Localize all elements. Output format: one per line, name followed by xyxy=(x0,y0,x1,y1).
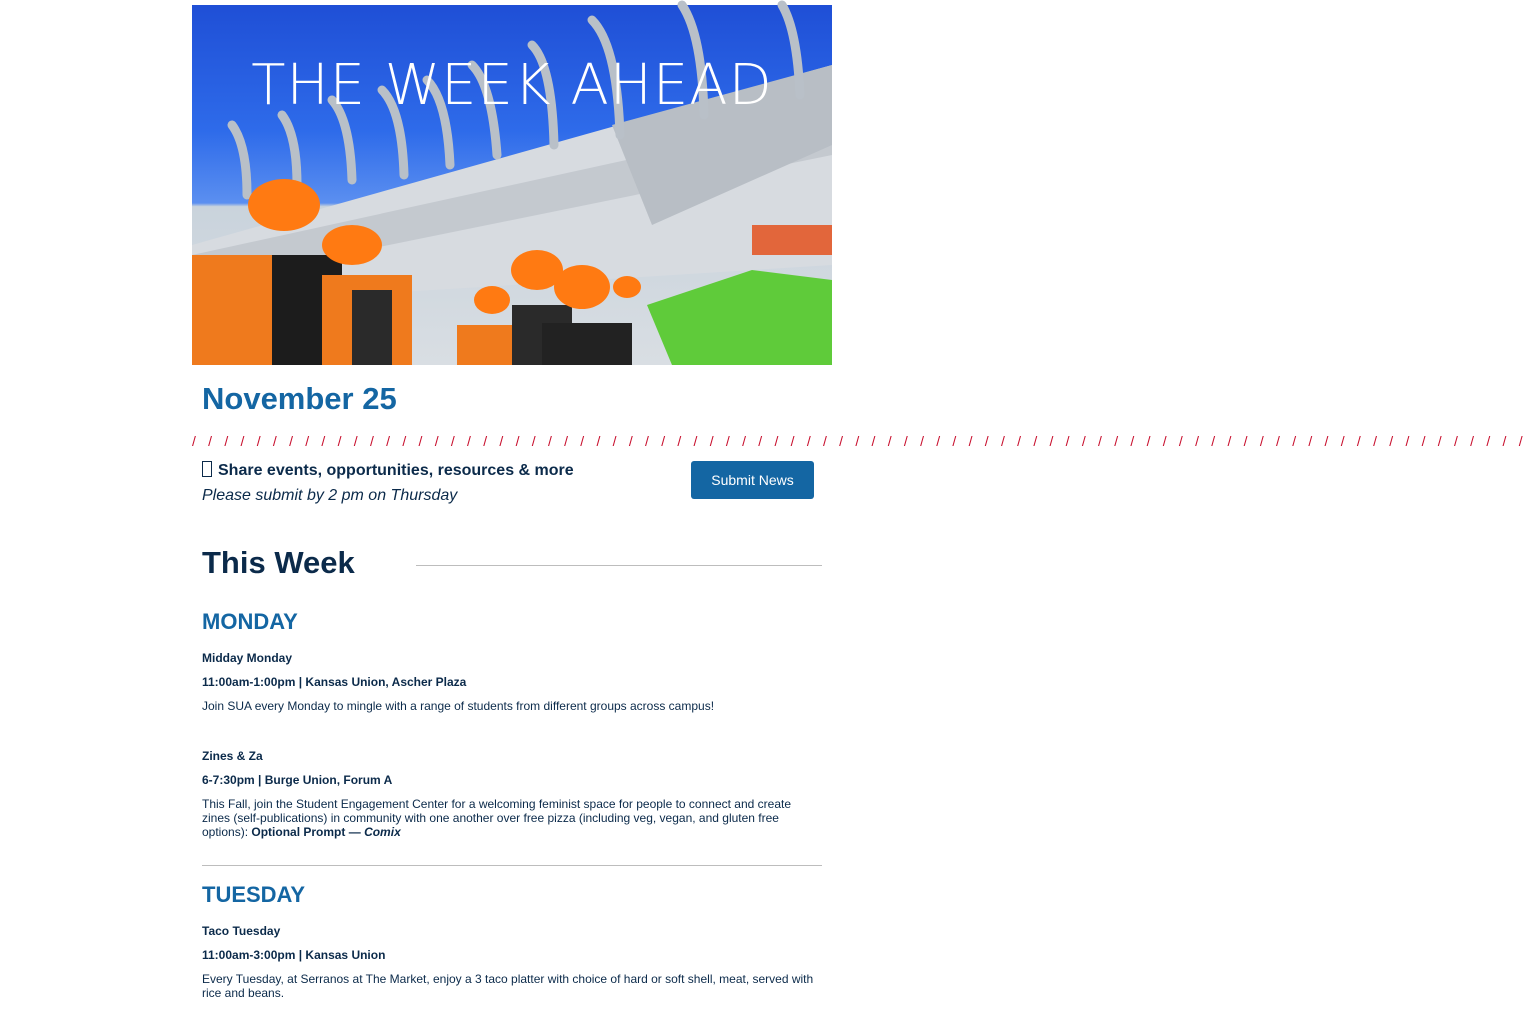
event-name[interactable]: Zines & Za xyxy=(202,749,263,763)
section-rule xyxy=(416,565,822,566)
event-description-text: This Fall, join the Student Engagement Center for a welcoming feminist space for people to connect and create zines (self-publications) in community with one another over free pizza (including veg, vegan, and gluten free options): xyxy=(202,797,791,839)
hero-banner xyxy=(192,5,832,365)
event-prompt-label: Optional Prompt — xyxy=(251,825,361,839)
event-prompt-value: Comix xyxy=(364,825,401,839)
event-name[interactable]: Midday Monday xyxy=(202,651,293,665)
hero-title: THE WEEK AHEAD xyxy=(251,53,773,118)
event-description: Every Tuesday, at Serranos at The Market, enjoy a 3 taco platter with choice of hard or soft shell, meat, served with rice and beans. xyxy=(202,972,814,1000)
day-divider xyxy=(202,865,822,866)
share-section xyxy=(192,461,832,515)
section-header xyxy=(192,533,832,593)
newsletter xyxy=(192,5,1527,1016)
event-item xyxy=(202,749,822,839)
event-time-location: 11:00am-3:00pm | Kansas Union xyxy=(202,948,386,962)
section-title: This Week xyxy=(202,545,355,580)
event-item xyxy=(202,651,822,713)
share-headline xyxy=(202,461,574,480)
event-description xyxy=(202,797,822,839)
event-item xyxy=(202,924,822,1000)
day-title: MONDAY xyxy=(202,609,298,634)
day-title: TUESDAY xyxy=(202,882,306,907)
share-deadline: Please submit by 2 pm on Thursday xyxy=(202,487,458,504)
slash-divider: / / / / / / / / / / / / / / / / / / / / / / / / / / / / / / / / / / / / / / / / / / / / / / / / / / / / / / / / / / / / / / / / / / / / / / / / / / / / / / / / / / / xyxy=(192,433,1527,449)
event-description: Join SUA every Monday to mingle with a range of students from different groups across campus! xyxy=(202,699,715,713)
event-name[interactable]: Taco Tuesday xyxy=(202,924,281,938)
share-headline-text: Share events, opportunities, resources & more xyxy=(218,462,574,479)
megaphone-icon xyxy=(202,461,212,477)
event-time-location: 6-7:30pm | Burge Union, Forum A xyxy=(202,773,393,787)
event-time-location: 11:00am-1:00pm | Kansas Union, Ascher Plaza xyxy=(202,675,467,689)
day-tuesday xyxy=(202,882,822,1000)
submit-news-button[interactable]: Submit News xyxy=(691,461,814,499)
day-monday xyxy=(202,609,822,866)
issue-date: November 25 xyxy=(202,381,397,416)
